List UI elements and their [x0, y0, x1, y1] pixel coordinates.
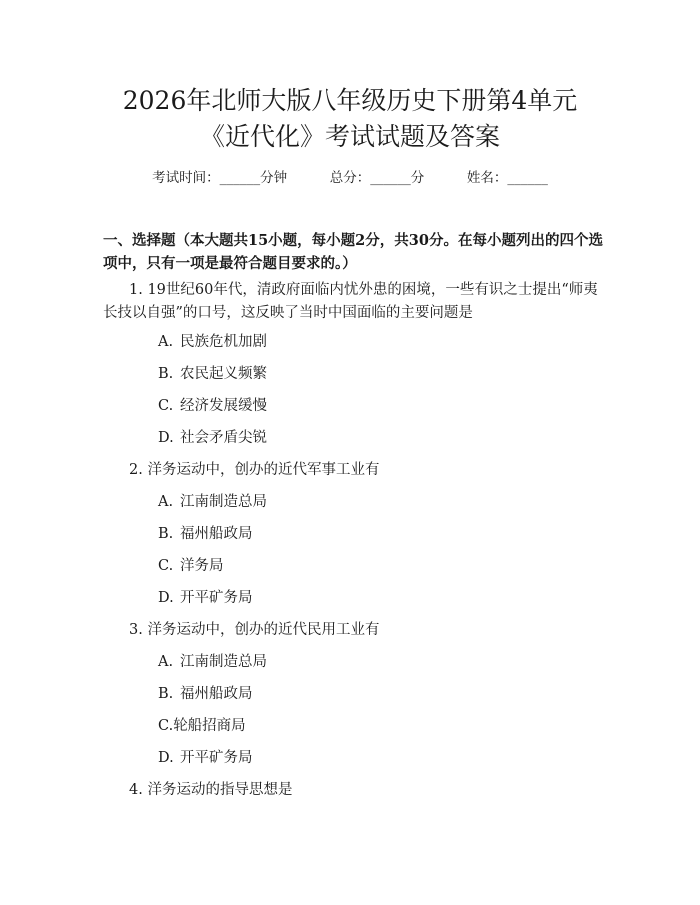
option-letter: B. — [158, 366, 174, 382]
question-3-option-b — [158, 684, 253, 704]
question-1: 1. 19世纪60年代，清政府面临内忧外患的困境，一些有识之士提出“师夷长技以自强”的口号，这反映了当时中国面临的主要问题是 — [103, 282, 598, 321]
option-letter: C. — [158, 558, 174, 574]
exam-title-line1: 2026年北师大版八年级历史下册第4单元 — [122, 86, 578, 115]
option-letter: A. — [158, 654, 174, 670]
option-text: 福州船政局 — [180, 686, 253, 702]
option-letter: C. — [158, 398, 174, 414]
option-text: 开平矿务局 — [180, 590, 253, 606]
option-text: 经济发展缓慢 — [180, 398, 267, 414]
option-letter: A. — [158, 334, 174, 350]
question-2-option-a — [158, 492, 267, 512]
option-letter: D. — [158, 590, 174, 606]
question-1-option-d — [158, 428, 267, 448]
option-text: 江南制造总局 — [180, 654, 267, 670]
option-letter: A. — [158, 494, 174, 510]
question-4: 4. 洋务运动的指导思想是 — [129, 782, 293, 798]
exam-info-line — [0, 168, 700, 188]
option-text: 民族危机加剧 — [180, 334, 267, 350]
question-3-option-a — [158, 652, 267, 672]
option-text: 轮船招商局 — [173, 718, 246, 734]
question-3-option-c — [158, 716, 246, 736]
option-letter: C. — [158, 718, 174, 734]
option-letter: D. — [158, 750, 174, 766]
option-text: 洋务局 — [180, 558, 224, 574]
option-text: 农民起义频繁 — [180, 366, 267, 382]
question-2-option-b — [158, 524, 253, 544]
question-3: 3. 洋务运动中，创办的近代民用工业有 — [129, 622, 380, 638]
option-letter: B. — [158, 526, 174, 542]
question-2-option-c — [158, 556, 224, 576]
option-letter: D. — [158, 430, 174, 446]
question-1-option-b — [158, 364, 267, 384]
question-3-option-d — [158, 748, 253, 768]
exam-time-field: 考试时间：______分钟 — [152, 170, 288, 186]
exam-title-line2: 《近代化》考试试题及答案 — [199, 122, 500, 151]
student-name-field: 姓名：______ — [466, 170, 548, 186]
option-text: 福州船政局 — [180, 526, 253, 542]
total-score-field: 总分：______分 — [329, 170, 425, 186]
question-2: 2. 洋务运动中，创办的近代军事工业有 — [129, 462, 380, 478]
option-text: 社会矛盾尖锐 — [180, 430, 267, 446]
option-text: 开平矿务局 — [180, 750, 253, 766]
question-1-option-a — [158, 332, 267, 352]
section-heading: 一、选择题（本大题共15小题，每小题2分，共30分。在每小题列出的四个选项中，只有一项是最符合题目要求的。） — [103, 232, 603, 272]
question-2-option-d — [158, 588, 253, 608]
option-text: 江南制造总局 — [180, 494, 267, 510]
question-1-option-c — [158, 396, 267, 416]
option-letter: B. — [158, 686, 174, 702]
